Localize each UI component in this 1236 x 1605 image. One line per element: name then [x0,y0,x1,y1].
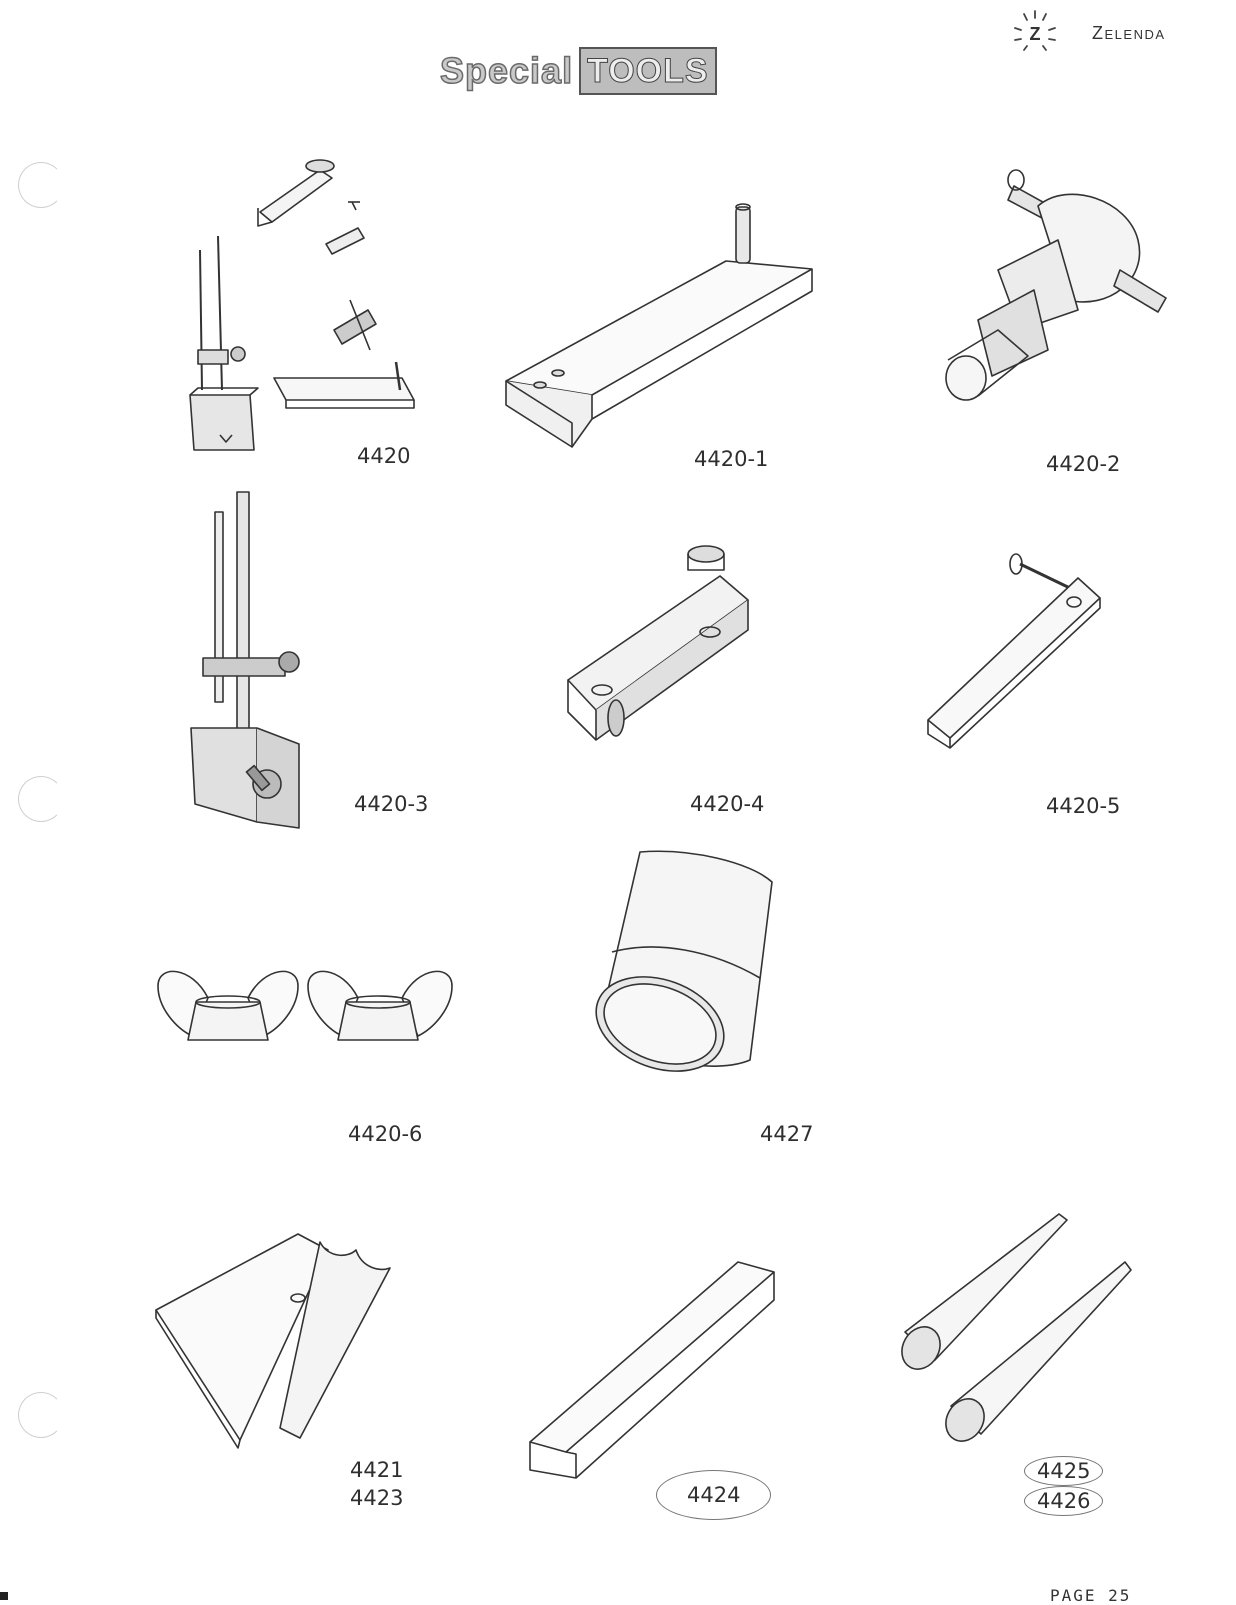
part-number-4425: 4425 [1024,1456,1103,1486]
brand-logo-icon [1010,8,1060,58]
tool-4421-4423-drawing [152,1228,402,1448]
tool-4427-drawing [580,848,780,1088]
tool-4420-3-label: 4420-3 [354,792,429,816]
tool-4420-5-label: 4420-5 [1046,794,1121,818]
tool-4420-2-drawing [938,160,1168,410]
tool-4427-label: 4427 [760,1122,814,1146]
tool-4420-3-drawing [185,482,315,832]
part-number-4426: 4426 [1024,1486,1103,1516]
tool-4420-2-label: 4420-2 [1046,452,1121,476]
tool-4420-6-label: 4420-6 [348,1122,423,1146]
brand-name: Zelenda [1092,22,1166,43]
svg-text:Z: Z [1029,24,1041,44]
tool-4420-drawing [180,150,440,460]
binder-hole-top [18,162,64,208]
part-number-4423: 4423 [350,1486,404,1510]
tool-4420-4-label: 4420-4 [690,792,765,816]
title-tools-box: TOOLS [579,47,717,95]
tool-4425-4426-drawing [895,1210,1145,1450]
part-number-4421: 4421 [350,1458,404,1482]
title-special: Special [440,50,574,91]
tool-4421-4423-label [350,1456,403,1512]
tool-4420-label: 4420 [357,444,411,468]
binder-hole-middle [18,776,64,822]
corner-mark [0,1592,8,1600]
tool-4420-1-drawing [500,195,820,455]
tool-4420-6-drawing [152,962,472,1052]
brand [1010,8,1166,58]
tool-4420-4-drawing [560,540,760,760]
tool-4425-4426-label [1024,1456,1103,1516]
tool-4424-label: 4424 [656,1470,771,1520]
binder-hole-bottom [18,1392,64,1438]
tool-4424-drawing [522,1252,782,1482]
page-title [440,48,717,94]
page-number: PAGE 25 [1050,1586,1132,1605]
tool-4420-5-drawing [922,548,1112,752]
tool-4420-1-label: 4420-1 [694,447,769,471]
